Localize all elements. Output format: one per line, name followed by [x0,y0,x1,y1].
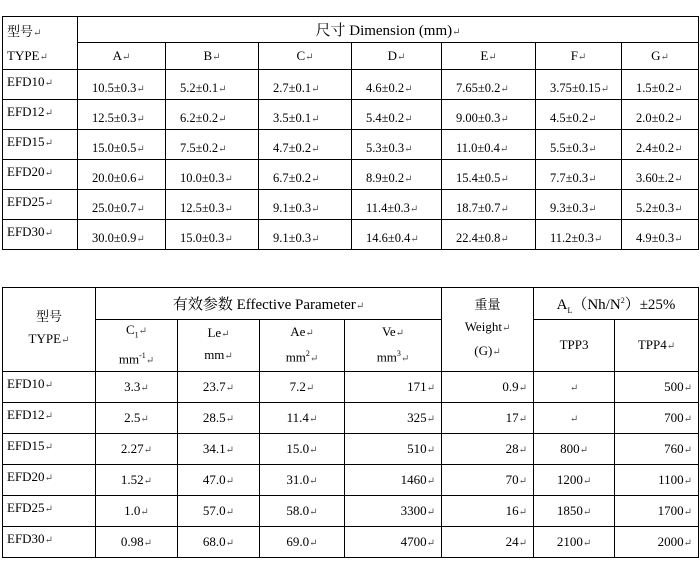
dim-value-c: 3.5±0.1↵ [259,100,352,130]
dim-value-g: 4.9±0.3↵ [622,220,699,250]
type-cell: EFD30↵ [3,526,96,557]
type-header-en-2: TYPE [28,331,62,347]
tpp3-value: ↵ [534,402,615,433]
dim-value-e: 22.4±0.8↵ [442,220,536,250]
dim-col-header-e: E↵ [442,42,536,69]
type-cell: EFD20↵ [3,160,78,190]
type-header-cn: 型号 [7,24,34,39]
al-caption: $A_L(Nh/N^2)\pm 25\%$ [534,288,699,320]
le-value: 68.0↵ [178,526,260,557]
type-cell: EFD12↵ [3,100,78,130]
c1-value: 2.27↵ [96,433,178,464]
ve-value: 510↵ [345,433,442,464]
dim-value-c: 9.1±0.3↵ [259,190,352,220]
dim-value-d: 5.3±0.3↵ [352,130,442,160]
dim-value-a: 30.0±0.9↵ [78,220,166,250]
ae-value: 11.4↵ [260,402,345,433]
ve-value: 325↵ [345,402,442,433]
type-header-en: TYPE [7,48,40,63]
dim-value-b: 7.5±0.2↵ [166,130,259,160]
dim-value-g: 3.60±.2↵ [622,160,699,190]
type-cell: EFD30↵ [3,220,78,250]
dim-value-b: 6.2±0.2↵ [166,100,259,130]
dim-col-header-g: G↵ [622,42,699,69]
dim-col-header-f: F↵ [536,42,622,69]
weight-value: 24↵ [442,526,534,557]
dim-value-c: 9.1±0.3↵ [259,220,352,250]
table-row [3,371,699,402]
table-row [3,100,699,130]
type-cell: EFD10↵ [3,70,78,100]
weight-value: 70↵ [442,464,534,495]
type-cell: EFD12↵ [3,402,96,433]
dimension-table [2,16,699,250]
weight-value: 16↵ [442,495,534,526]
dim-value-e: 7.65±0.2↵ [442,70,536,100]
dim-value-e: 15.4±0.5↵ [442,160,536,190]
dim-value-b: 12.5±0.3↵ [166,190,259,220]
table-row [3,220,699,250]
c1-value: 3.3↵ [96,371,178,402]
ve-value: 171↵ [345,371,442,402]
c1-value: 1.52↵ [96,464,178,495]
tpp4-value: 1100↵ [615,464,699,495]
type-cell: EFD15↵ [3,130,78,160]
dim-value-g: 2.4±0.2↵ [622,130,699,160]
type-cell: EFD25↵ [3,495,96,526]
weight-header-cn: 重量 [474,297,501,312]
ae-value: 69.0↵ [260,526,345,557]
ae-header: Ae↵ $mm^2↵$ [260,320,345,372]
effective-parameter-table [2,287,699,558]
ve-value: 3300↵ [345,495,442,526]
dim-col-header-d: D↵ [352,42,442,69]
le-value: 57.0↵ [178,495,260,526]
ae-value: 7.2↵ [260,371,345,402]
dim-value-b: 5.2±0.1↵ [166,70,259,100]
table-row [3,526,699,557]
dim-value-f: 9.3±0.3↵ [536,190,622,220]
tpp4-header: TPP4↵ [615,320,699,372]
dim-value-g: 5.2±0.3↵ [622,190,699,220]
ae-value: 58.0↵ [260,495,345,526]
dim-value-e: 11.0±0.4↵ [442,130,536,160]
type-cell: EFD25↵ [3,190,78,220]
type-cell: EFD15↵ [3,433,96,464]
table-row [3,402,699,433]
dimension-caption: 尺寸 Dimension (mm)↵ [78,17,699,43]
ve-value: 4700↵ [345,526,442,557]
ae-value: 31.0↵ [260,464,345,495]
dim-col-header-c: C↵ [259,42,352,69]
ae-value: 15.0↵ [260,433,345,464]
le-value: 47.0↵ [178,464,260,495]
weight-header-unit: (G) [474,343,493,358]
type-header-cell: 型号↵ TYPE↵ [3,17,78,70]
weight-value: 28↵ [442,433,534,464]
weight-value: 0.9↵ [442,371,534,402]
tpp3-value: 1200↵ [534,464,615,495]
weight-header: 重量 Weight↵ (G)↵ [442,288,534,372]
effective-parameter-rows [3,371,699,557]
tpp3-header: TPP3 [534,320,615,372]
dim-value-g: 1.5±0.2↵ [622,70,699,100]
dim-value-f: 7.7±0.3↵ [536,160,622,190]
dim-value-b: 10.0±0.3↵ [166,160,259,190]
c1-value: 0.98↵ [96,526,178,557]
tpp3-value: ↵ [534,371,615,402]
tpp4-value: 1700↵ [615,495,699,526]
dim-value-a: 10.5±0.3↵ [78,70,166,100]
table-row [3,160,699,190]
ve-header: Ve↵ $mm^3↵$ [345,320,442,372]
type-cell: EFD10↵ [3,371,96,402]
dim-value-a: 20.0±0.6↵ [78,160,166,190]
tpp4-value: 700↵ [615,402,699,433]
tpp4-value: 760↵ [615,433,699,464]
dim-value-f: 11.2±0.3↵ [536,220,622,250]
c1-header: $C_1↵$ $mm^{-1}↵$ [96,320,178,372]
type-header-cn-2: 型号 [35,309,62,325]
dim-value-g: 2.0±0.2↵ [622,100,699,130]
tpp4-value: 2000↵ [615,526,699,557]
dim-value-c: 6.7±0.2↵ [259,160,352,190]
dim-value-a: 25.0±0.7↵ [78,190,166,220]
table-row [3,464,699,495]
dim-value-d: 5.4±0.2↵ [352,100,442,130]
le-value: 23.7↵ [178,371,260,402]
dim-value-e: 9.00±0.3↵ [442,100,536,130]
c1-value: 1.0↵ [96,495,178,526]
type-header-cell-2: 型号 TYPE↵ [3,288,96,372]
table-row [3,130,699,160]
le-value: 34.1↵ [178,433,260,464]
effective-parameter-caption: 有效参数 Effective Parameter↵ [96,288,442,320]
dim-value-d: 14.6±0.4↵ [352,220,442,250]
dim-value-d: 11.4±0.3↵ [352,190,442,220]
tpp3-value: 2100↵ [534,526,615,557]
c1-value: 2.5↵ [96,402,178,433]
table-row [3,190,699,220]
dim-col-header-a: A↵ [78,42,166,69]
dimension-rows [3,70,699,250]
dim-value-e: 18.7±0.7↵ [442,190,536,220]
ve-value: 1460↵ [345,464,442,495]
table-row [3,495,699,526]
table-row [3,433,699,464]
dim-value-a: 12.5±0.3↵ [78,100,166,130]
dim-value-c: 2.7±0.1↵ [259,70,352,100]
dim-col-header-b: B↵ [166,42,259,69]
type-cell: EFD20↵ [3,464,96,495]
dim-value-b: 15.0±0.3↵ [166,220,259,250]
dimension-column-headers [3,42,699,69]
dim-value-f: 4.5±0.2↵ [536,100,622,130]
dim-value-a: 15.0±0.5↵ [78,130,166,160]
tpp4-value: 500↵ [615,371,699,402]
weight-value: 17↵ [442,402,534,433]
table-row [3,70,699,100]
le-header: Le↵ mm↵ [178,320,260,372]
tpp3-value: 800↵ [534,433,615,464]
dim-value-c: 4.7±0.2↵ [259,130,352,160]
tpp3-value: 1850↵ [534,495,615,526]
weight-header-en: Weight [464,319,502,334]
dim-value-f: 3.75±0.15↵ [536,70,622,100]
dim-value-d: 8.9±0.2↵ [352,160,442,190]
dim-value-d: 4.6±0.2↵ [352,70,442,100]
dim-value-f: 5.5±0.3↵ [536,130,622,160]
le-value: 28.5↵ [178,402,260,433]
